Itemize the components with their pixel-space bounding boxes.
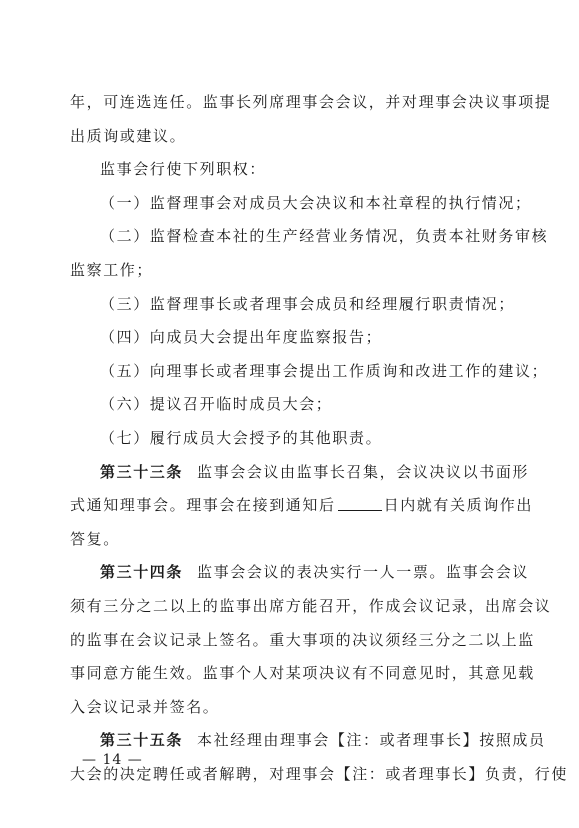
article-34-text: 监事会会议的表决实行一人一票。监事会会议 <box>197 563 530 582</box>
page-number: — 14 — <box>82 752 143 768</box>
article-35-line: 大会的决定聘任或者解聘，对理事会【注：或者理事长】负责，行使 <box>70 764 569 783</box>
article-34-line: 入会议记录并签名。 <box>70 697 220 716</box>
article-34-line: 的监事在会议记录上签名。重大事项的决议须经三分之二以上监 <box>70 630 535 649</box>
article-34-line <box>70 556 530 590</box>
article-34-line: 事同意方能生效。监事个人对某项决议有不同意见时，其意见载 <box>70 664 535 683</box>
body-line: 出质询或建议。 <box>70 126 187 145</box>
list-item: （一）监督理事会对成员大会决议和本社章程的执行情况； <box>100 193 532 212</box>
article-33-line: 答复。 <box>70 529 120 548</box>
body-line: 监事会行使下列职权： <box>100 160 267 179</box>
list-item: （四）向成员大会提出年度监察报告； <box>100 328 383 347</box>
list-item: （六）提议召开临时成员大会； <box>100 395 333 414</box>
article-33-text: 日内就有关质询作出 <box>383 496 534 515</box>
article-33-line <box>70 489 534 523</box>
list-item-continuation: 监察工作； <box>70 260 154 279</box>
list-item: （二）监督检查本社的生产经营业务情况，负责本社财务审核 <box>100 227 549 246</box>
article-34-line: 须有三分之二以上的监事出席方能召开，作成会议记录，出席会议 <box>70 596 552 615</box>
list-item: （五）向理事长或者理事会提出工作质询和改进工作的建议； <box>100 361 549 380</box>
article-33-text: 式通知理事会。理事会在接到通知后 <box>70 496 336 515</box>
article-33-line <box>70 456 530 490</box>
article-33-heading: 第三十三条 <box>100 462 184 481</box>
article-35-text: 本社经理由理事会【注：或者理事长】按照成员 <box>197 731 546 750</box>
article-34-heading: 第三十四条 <box>100 563 184 582</box>
article-35-heading: 第三十五条 <box>100 731 184 750</box>
article-33-text: 监事会会议由监事长召集，会议决议以书面形 <box>197 462 530 481</box>
list-item: （七）履行成员大会授予的其他职责。 <box>100 428 383 447</box>
fill-in-blank <box>338 496 382 511</box>
body-line: 年，可连选连任。监事长列席理事会会议，并对理事会决议事项提 <box>70 93 552 111</box>
list-item: （三）监督理事长或者理事会成员和经理履行职责情况； <box>100 294 516 313</box>
document-body <box>70 86 569 791</box>
